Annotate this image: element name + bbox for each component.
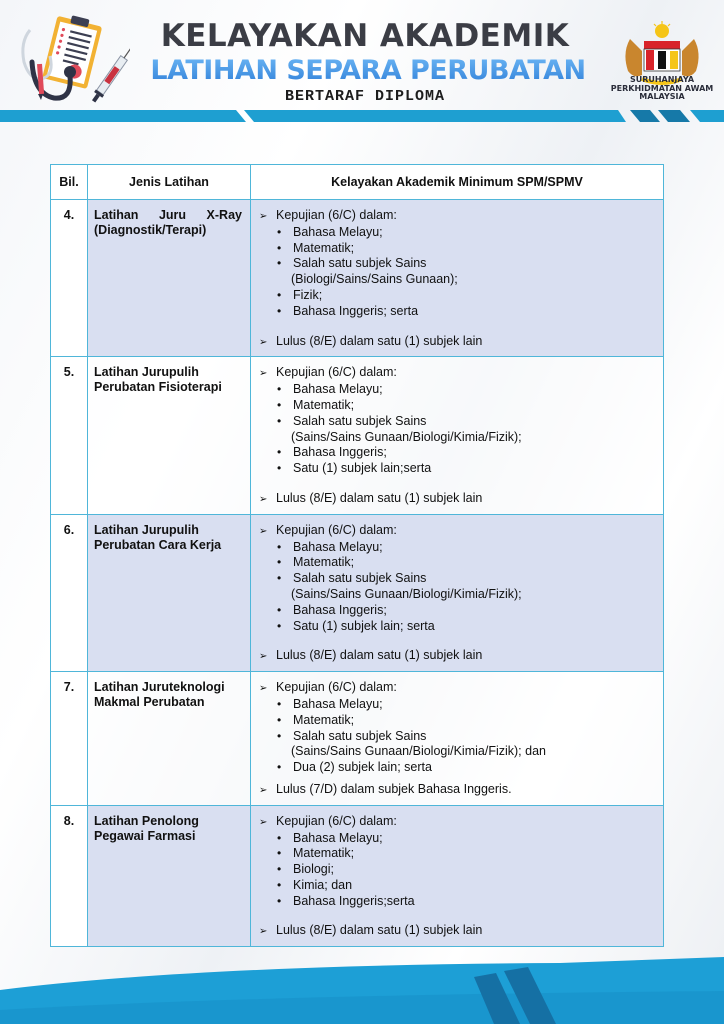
subject-text: Bahasa Melayu; [293, 539, 383, 554]
table-header-row [51, 165, 664, 200]
lulus-line [259, 782, 657, 799]
bullet-icon: • [277, 712, 282, 727]
page-header [0, 0, 724, 130]
subject-text: Biologi; [293, 862, 334, 877]
lulus-text: Lulus (8/E) dalam satu (1) subjek lain [276, 923, 483, 938]
footer-wave [0, 955, 724, 1024]
subject-text: Matematik; [293, 240, 355, 255]
subject-item [259, 729, 657, 745]
bullet-icon: • [277, 760, 282, 775]
arrow-bullet-icon: ➢ [259, 784, 268, 796]
bullet-icon: • [277, 303, 282, 318]
spa-logo-text [600, 76, 724, 102]
cell-jenis-latihan [88, 200, 251, 357]
kepujian-line [259, 208, 657, 225]
subject-text: Matematik; [293, 712, 355, 727]
subject-item [259, 225, 657, 241]
cell-kelayakan [251, 672, 664, 806]
kepujian-line [259, 680, 657, 697]
title-line-2: LATIHAN SEPARA PERUBATAN [128, 55, 608, 86]
cell-bil [51, 357, 88, 514]
bullet-icon: • [277, 539, 282, 554]
bullet-icon: • [277, 397, 282, 412]
subject-text: Matematik; [293, 555, 355, 570]
subject-text: Matematik; [293, 846, 355, 861]
kepujian-label: Kepujian (6/C) dalam: [276, 813, 397, 828]
cell-bil [51, 514, 88, 671]
subject-text: Satu (1) subjek lain; serta [293, 618, 435, 633]
bullet-icon: • [277, 893, 282, 908]
subject-item [259, 846, 657, 862]
bullet-icon: • [277, 862, 282, 877]
subject-text: Bahasa Inggeris;serta [293, 893, 415, 908]
subject-item [259, 555, 657, 571]
arrow-bullet-icon: ➢ [259, 926, 268, 938]
lulus-text: Lulus (7/D) dalam subjek Bahasa Inggeris. [276, 781, 512, 796]
bullet-icon: • [277, 555, 282, 570]
arrow-bullet-icon: ➢ [259, 368, 268, 380]
subject-continuation: (Biologi/Sains/Sains Gunaan); [291, 272, 458, 287]
subject-text: Bahasa Inggeris; [293, 445, 387, 460]
subject-text: Bahasa Melayu; [293, 696, 383, 711]
lulus-text: Lulus (8/E) dalam satu (1) subjek lain [276, 333, 483, 348]
subject-item [259, 414, 657, 430]
lulus-line [259, 648, 657, 665]
training-name: Latihan Juru X-Ray (Diagnostik/Terapi) [94, 208, 242, 237]
subject-text: Bahasa Melayu; [293, 382, 383, 397]
header-bil: Bil. [51, 165, 88, 200]
subject-item [259, 862, 657, 878]
lulus-text: Lulus (8/E) dalam satu (1) subjek lain [276, 648, 483, 663]
bullet-icon: • [277, 240, 282, 255]
arrow-bullet-icon: ➢ [259, 493, 268, 505]
table-row [51, 672, 664, 806]
training-name: Latihan Penolong Pegawai Farmasi [94, 813, 199, 843]
subject-item [259, 256, 657, 272]
bullet-icon: • [277, 571, 282, 586]
lulus-line [259, 334, 657, 351]
qualifications-table [50, 164, 664, 947]
subject-item [259, 697, 657, 713]
table-row [51, 514, 664, 671]
kepujian-label: Kepujian (6/C) dalam: [276, 522, 397, 537]
subject-text: Bahasa Melayu; [293, 224, 383, 239]
subject-item [259, 445, 657, 461]
subject-text: Fizik; [293, 287, 323, 302]
subject-item [259, 831, 657, 847]
row-number: 6. [63, 522, 75, 537]
logo-text-line-1: SURUHANJAYA [629, 75, 695, 84]
subject-continuation: (Sains/Sains Gunaan/Biologi/Kimia/Fizik); dan [291, 744, 546, 759]
subject-item [259, 288, 657, 304]
cell-jenis-latihan [88, 805, 251, 947]
bullet-icon: • [277, 413, 282, 428]
subject-text: Salah satu subjek Sains [293, 413, 427, 428]
cell-bil [51, 200, 88, 357]
lulus-line [259, 923, 657, 940]
training-name: Latihan Jurupulih Perubatan Cara Kerja [94, 522, 222, 552]
kepujian-line [259, 365, 657, 382]
bullet-icon: • [277, 382, 282, 397]
bullet-icon: • [277, 461, 282, 476]
subject-item [259, 382, 657, 398]
bullet-icon: • [277, 256, 282, 271]
cell-kelayakan [251, 805, 664, 947]
bullet-icon: • [277, 728, 282, 743]
cell-kelayakan [251, 357, 664, 514]
arrow-bullet-icon: ➢ [259, 525, 268, 537]
subject-text: Kimia; dan [293, 877, 353, 892]
lulus-line [259, 491, 657, 508]
kepujian-line [259, 814, 657, 831]
title-line-3: BERTARAF DIPLOMA [284, 88, 446, 105]
bullet-icon: • [277, 224, 282, 239]
subject-text: Salah satu subjek Sains [293, 256, 427, 271]
bullet-icon: • [277, 287, 282, 302]
row-number: 4. [63, 208, 75, 222]
bullet-icon: • [277, 696, 282, 711]
subject-item [259, 760, 657, 776]
row-number: 8. [63, 813, 75, 828]
table-row [51, 200, 664, 357]
logo-text-line-2: PERKHIDMATAN AWAM [610, 83, 714, 93]
cell-jenis-latihan [88, 514, 251, 671]
cell-bil [51, 672, 88, 806]
subject-item [259, 603, 657, 619]
bullet-icon: • [277, 846, 282, 861]
cell-jenis-latihan [88, 672, 251, 806]
subject-item [259, 304, 657, 320]
subject-text: Matematik; [293, 397, 355, 412]
subject-text: Satu (1) subjek lain;serta [293, 461, 432, 476]
subject-item [259, 619, 657, 635]
bullet-icon: • [277, 445, 282, 460]
title-line-1: KELAYAKAN AKADEMIK [160, 18, 570, 54]
bullet-icon: • [277, 602, 282, 617]
logo-text-line-3: MALAYSIA [639, 92, 685, 101]
training-name: Latihan Juruteknologi Makmal Perubatan [94, 680, 225, 710]
subject-text: Salah satu subjek Sains [293, 728, 427, 743]
arrow-bullet-icon: ➢ [259, 651, 268, 663]
subject-item [259, 894, 657, 910]
header-jenis-latihan: Jenis Latihan [88, 165, 251, 200]
subject-item [259, 571, 657, 587]
arrow-bullet-icon: ➢ [259, 336, 268, 348]
medical-clipboard-stethoscope-icon [10, 12, 130, 112]
subject-item [259, 540, 657, 556]
subject-text: Salah satu subjek Sains [293, 571, 427, 586]
subject-item [259, 398, 657, 414]
header-kelayakan: Kelayakan Akademik Minimum SPM/SPMV [251, 165, 664, 200]
kepujian-label: Kepujian (6/C) dalam: [276, 208, 397, 222]
subject-text: Bahasa Inggeris; [293, 602, 387, 617]
training-name: Latihan Jurupulih Perubatan Fisioterapi [94, 365, 222, 395]
row-number: 5. [63, 365, 75, 380]
subject-item [259, 241, 657, 257]
subject-continuation: (Sains/Sains Gunaan/Biologi/Kimia/Fizik); [291, 429, 522, 444]
kepujian-label: Kepujian (6/C) dalam: [276, 365, 397, 380]
subject-item [259, 713, 657, 729]
subject-text: Bahasa Inggeris; serta [293, 303, 419, 318]
cell-jenis-latihan [88, 357, 251, 514]
table-row [51, 357, 664, 514]
header-stripe [0, 110, 724, 122]
cell-kelayakan [251, 514, 664, 671]
cell-bil [51, 805, 88, 947]
bullet-icon: • [277, 830, 282, 845]
arrow-bullet-icon: ➢ [259, 211, 268, 222]
arrow-bullet-icon: ➢ [259, 683, 268, 695]
subject-continuation: (Sains/Sains Gunaan/Biologi/Kimia/Fizik); [291, 586, 522, 601]
lulus-text: Lulus (8/E) dalam satu (1) subjek lain [276, 490, 483, 505]
subject-text: Bahasa Melayu; [293, 830, 383, 845]
cell-kelayakan [251, 200, 664, 357]
row-number: 7. [63, 680, 75, 695]
subject-text: Dua (2) subjek lain; serta [293, 760, 432, 775]
subject-item [259, 878, 657, 894]
kepujian-label: Kepujian (6/C) dalam: [276, 680, 397, 695]
kepujian-line [259, 523, 657, 540]
subject-item [259, 461, 657, 477]
bullet-icon: • [277, 877, 282, 892]
arrow-bullet-icon: ➢ [259, 816, 268, 828]
table-row [51, 805, 664, 947]
bullet-icon: • [277, 618, 282, 633]
